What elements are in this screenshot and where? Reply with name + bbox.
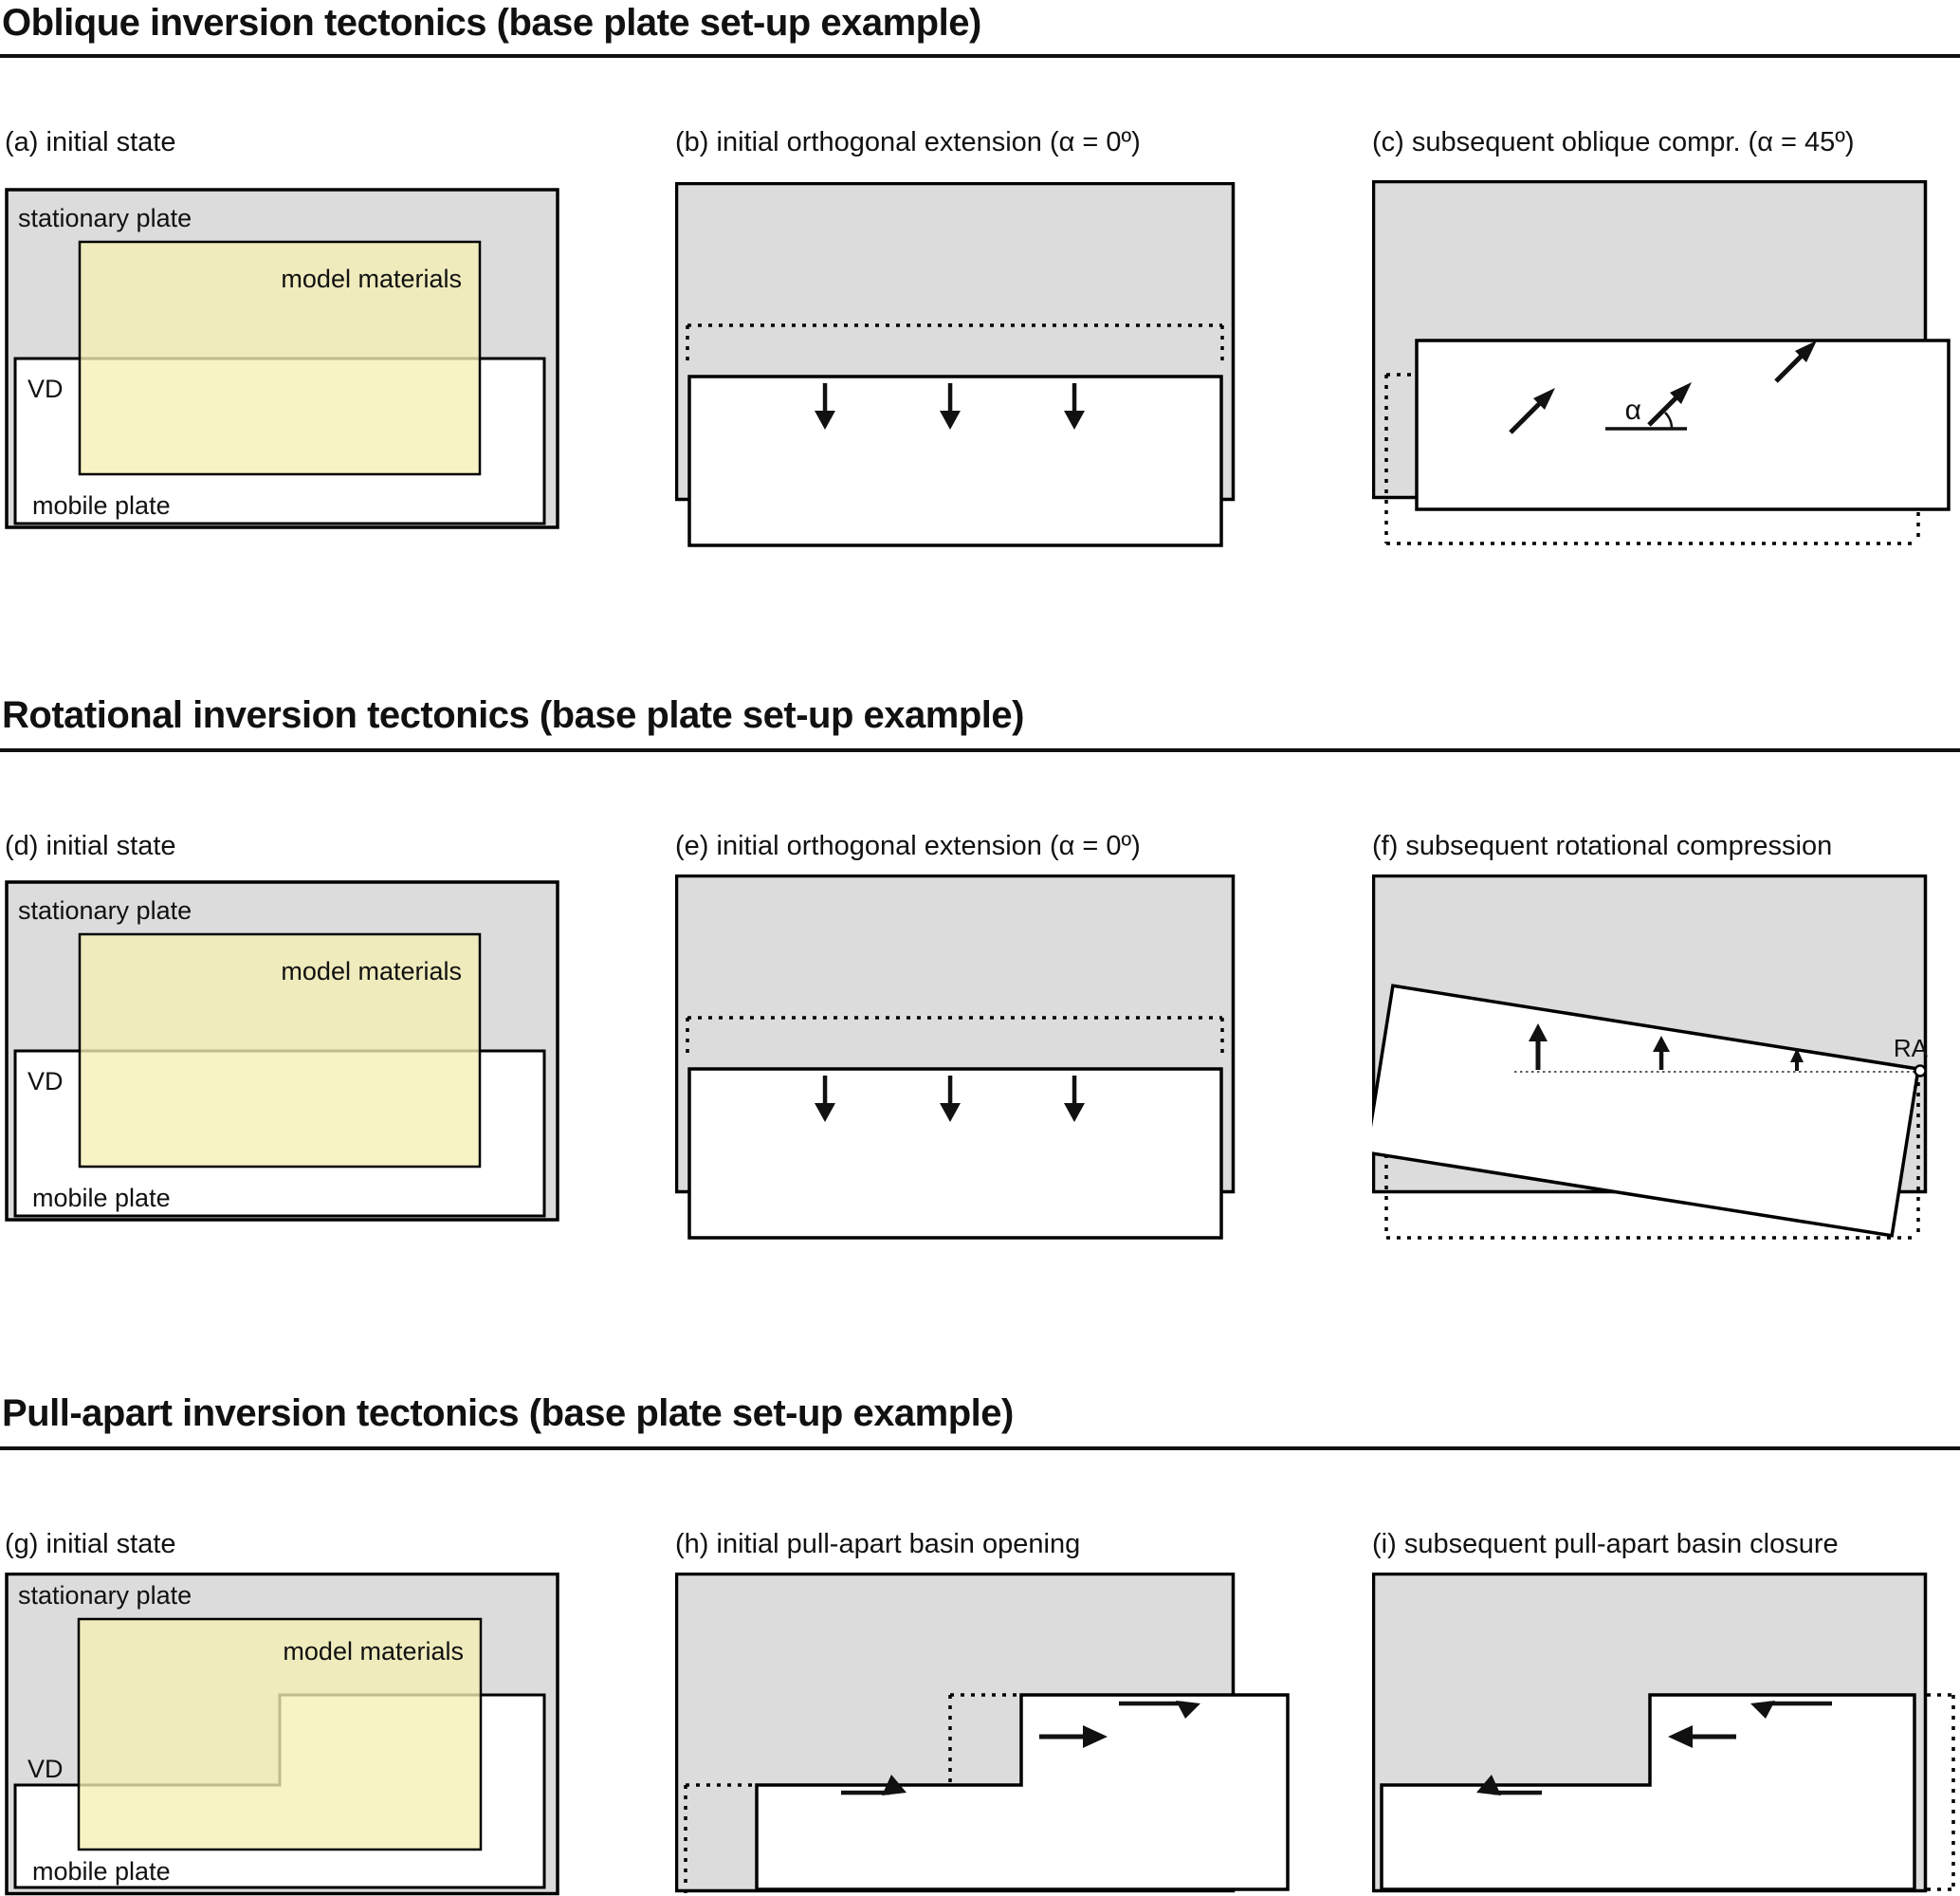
panel-g [5, 1573, 564, 1896]
mobile-plate [1417, 341, 1949, 509]
panel-e-title: (e) initial orthogonal extension (α = 0º) [675, 831, 1141, 861]
panel-i-title: (i) subsequent pull-apart basin closure [1372, 1529, 1839, 1559]
panel-h [675, 1573, 1301, 1896]
panel-b [675, 182, 1244, 559]
panel-a-diagram [5, 182, 564, 554]
panel-e [675, 874, 1244, 1251]
panel-f-title: (f) subsequent rotational compression [1372, 831, 1833, 861]
vd-label: VD [27, 1067, 64, 1095]
panel-b-title: (b) initial orthogonal extension (α = 0º) [675, 127, 1141, 157]
panel-c [1372, 180, 1960, 557]
panel-b-diagram [675, 182, 1244, 554]
model-materials-label: model materials [281, 265, 462, 293]
mobile-plate [689, 377, 1221, 545]
panel-a [5, 182, 564, 559]
rotation-axis-label: RA [1893, 1034, 1928, 1062]
vd-label: VD [27, 375, 64, 403]
panel-d-diagram [5, 874, 564, 1246]
panel-i-diagram [1372, 1573, 1960, 1896]
rotation-axis-marker-icon [1915, 1066, 1926, 1077]
mobile-plate-label: mobile plate [32, 491, 171, 520]
panel-d-title: (d) initial state [5, 831, 176, 861]
panel-f [1372, 874, 1960, 1251]
panel-c-title: (c) subsequent oblique compr. (α = 45º) [1372, 127, 1855, 157]
previous-position-outline [1927, 1695, 1958, 1889]
panel-h-title: (h) initial pull-apart basin opening [675, 1529, 1081, 1559]
panel-h-diagram [675, 1573, 1301, 1896]
section-1-header: Oblique inversion tectonics (base plate set-up example) [2, 2, 981, 44]
section-3-rule [0, 1446, 1960, 1450]
stationary-plate-label: stationary plate [18, 1581, 192, 1610]
model-materials-label: model materials [283, 1637, 464, 1666]
panel-i [1372, 1573, 1960, 1896]
panel-e-diagram [675, 874, 1244, 1246]
section-3-header: Pull-apart inversion tectonics (base plate set-up example) [2, 1392, 1014, 1434]
section-1-rule [0, 54, 1960, 58]
mobile-plate [689, 1069, 1221, 1238]
stationary-plate-label: stationary plate [18, 896, 192, 925]
section-2-rule [0, 748, 1960, 752]
vd-label: VD [27, 1755, 64, 1783]
section-2-header: Rotational inversion tectonics (base plate set-up example) [2, 694, 1024, 736]
mobile-plate-label: mobile plate [32, 1857, 171, 1886]
model-materials-label: model materials [281, 957, 462, 985]
panel-g-diagram [5, 1573, 564, 1896]
stationary-plate-label: stationary plate [18, 204, 192, 232]
panel-f-diagram [1372, 874, 1960, 1246]
panel-g-title: (g) initial state [5, 1529, 176, 1559]
mobile-plate-label: mobile plate [32, 1184, 171, 1212]
panel-a-title: (a) initial state [5, 127, 176, 157]
alpha-symbol: α [1624, 395, 1641, 426]
panel-c-diagram [1372, 180, 1960, 552]
panel-d [5, 874, 564, 1251]
